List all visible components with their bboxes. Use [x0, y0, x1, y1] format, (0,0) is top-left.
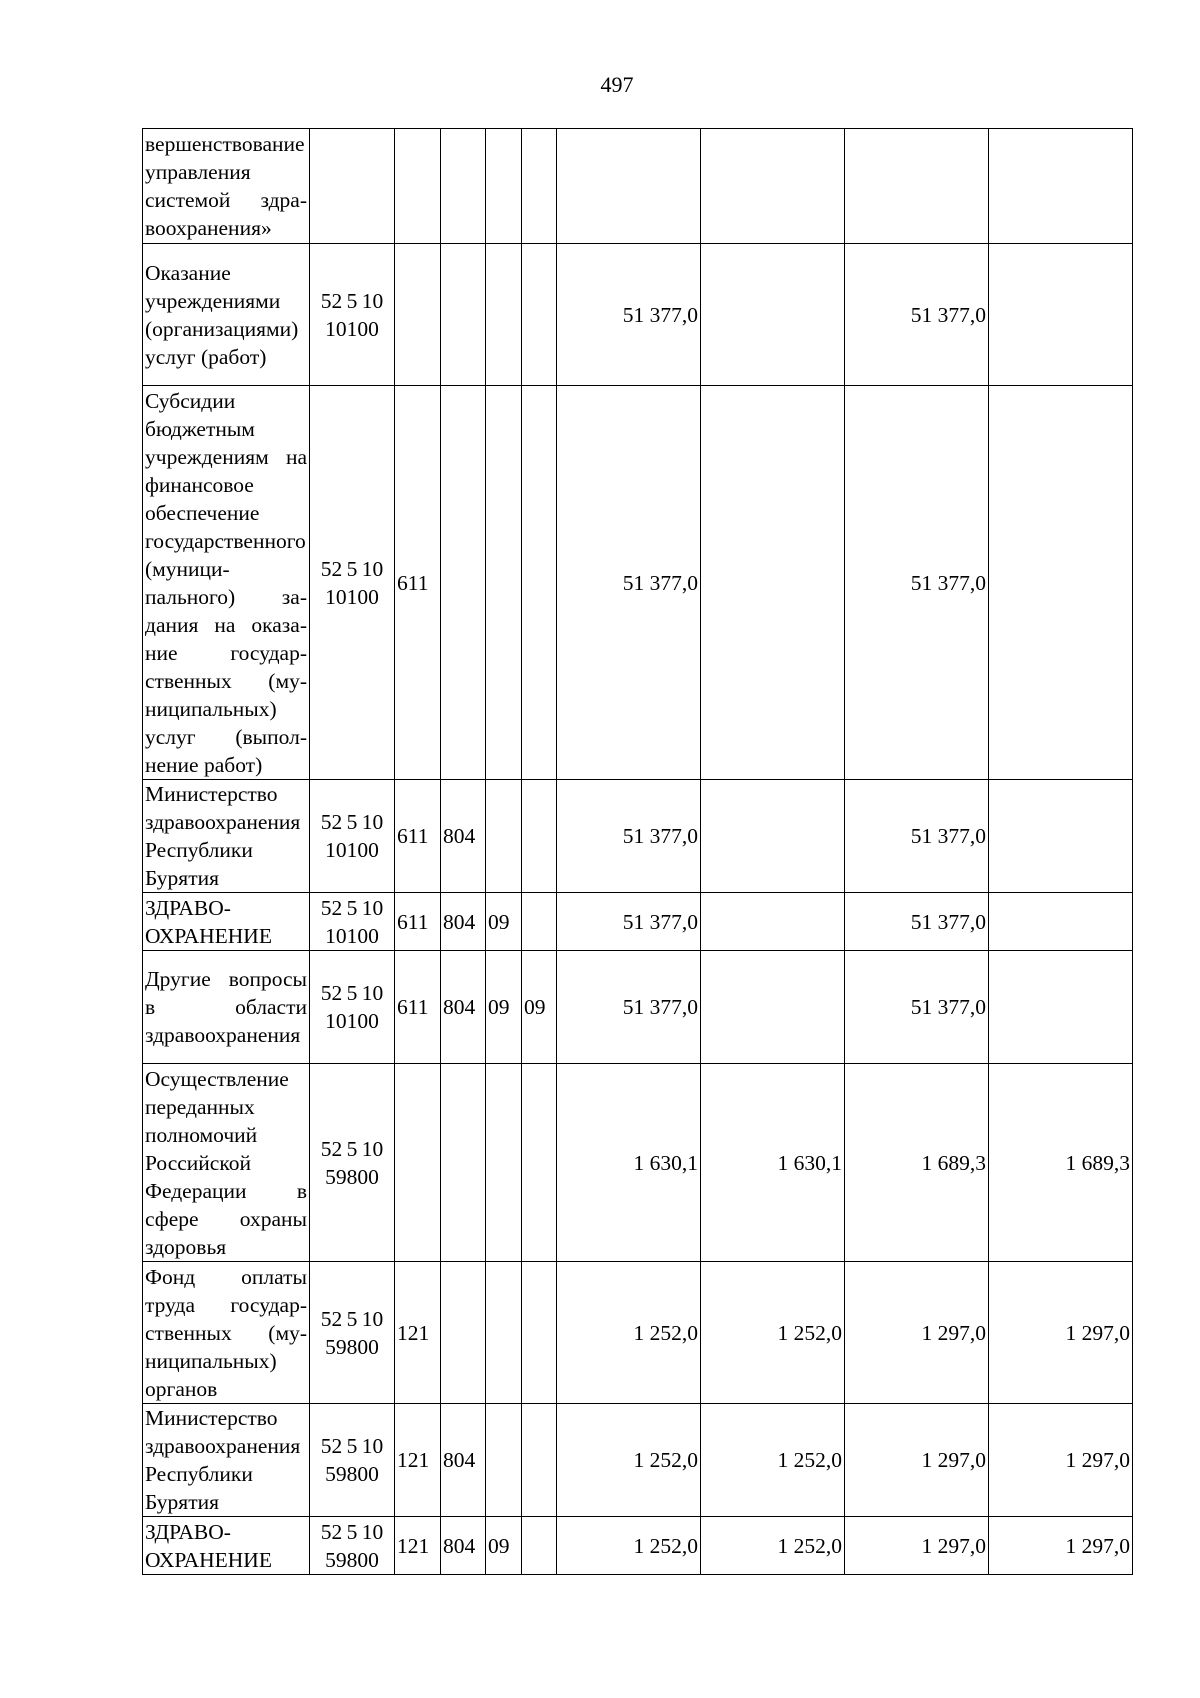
section-code-cell [486, 1064, 522, 1262]
amount-federal-cell [701, 129, 845, 244]
target-article-code-cell: 52 5 10 59800 [310, 1262, 395, 1404]
table-row [143, 129, 1133, 244]
table-row [143, 780, 1133, 893]
expense-type-cell: 611 [395, 386, 441, 780]
amount-cell: 51 377,0 [845, 244, 989, 386]
table-row [143, 1262, 1133, 1404]
amount-federal-cell [989, 386, 1133, 780]
expense-type-cell: 611 [395, 780, 441, 893]
amount-federal-cell [701, 780, 845, 893]
amount-federal-cell [989, 244, 1133, 386]
ministry-code-cell: 804 [441, 893, 486, 951]
expense-type-cell: 611 [395, 893, 441, 951]
row-name-cell: Другие вопросы в области здравоохранения [143, 951, 310, 1064]
expense-type-cell [395, 244, 441, 386]
amount-cell: 1 297,0 [845, 1517, 989, 1575]
amount-federal-cell [989, 951, 1133, 1064]
subsection-code-cell [522, 1262, 557, 1404]
amount-cell: 51 377,0 [557, 244, 701, 386]
amount-cell [845, 129, 989, 244]
row-name-cell: Министерство здравоохранения Республики Бурятия [143, 780, 310, 893]
subsection-code-cell: 09 [522, 951, 557, 1064]
amount-federal-cell: 1 689,3 [989, 1064, 1133, 1262]
amount-cell: 51 377,0 [845, 780, 989, 893]
amount-cell: 51 377,0 [845, 893, 989, 951]
ministry-code-cell [441, 244, 486, 386]
page-number: 497 [600, 72, 634, 97]
ministry-code-cell: 804 [441, 1404, 486, 1517]
ministry-code-cell: 804 [441, 951, 486, 1064]
row-name-cell: Оказание учреждениями (организациями) услуг (работ) [143, 244, 310, 386]
ministry-code-cell [441, 1262, 486, 1404]
amount-cell: 1 252,0 [557, 1517, 701, 1575]
amount-federal-cell [701, 244, 845, 386]
target-article-code-cell: 52 5 10 10100 [310, 951, 395, 1064]
target-article-code-cell: 52 5 10 10100 [310, 244, 395, 386]
target-article-code-cell [310, 129, 395, 244]
section-code-cell: 09 [486, 1517, 522, 1575]
subsection-code-cell [522, 1517, 557, 1575]
table-row [143, 1064, 1133, 1262]
amount-federal-cell [701, 951, 845, 1064]
ministry-code-cell: 804 [441, 1517, 486, 1575]
row-name-cell: Фонд оплаты труда государственных (муниципальных) органов [143, 1262, 310, 1404]
subsection-code-cell [522, 893, 557, 951]
subsection-code-cell [522, 1064, 557, 1262]
amount-cell: 1 252,0 [557, 1262, 701, 1404]
target-article-code-cell: 52 5 10 59800 [310, 1517, 395, 1575]
amount-cell: 1 689,3 [845, 1064, 989, 1262]
subsection-code-cell [522, 129, 557, 244]
amount-federal-cell: 1 252,0 [701, 1404, 845, 1517]
row-name-cell: ЗДРАВООХРАНЕНИЕ [143, 1517, 310, 1575]
amount-cell: 51 377,0 [557, 386, 701, 780]
section-code-cell [486, 386, 522, 780]
target-article-code-cell: 52 5 10 59800 [310, 1064, 395, 1262]
amount-cell: 1 297,0 [845, 1404, 989, 1517]
section-code-cell [486, 1262, 522, 1404]
amount-cell: 51 377,0 [557, 893, 701, 951]
amount-cell: 51 377,0 [845, 386, 989, 780]
table-row [143, 386, 1133, 780]
row-name-cell: ЗДРАВООХРАНЕНИЕ [143, 893, 310, 951]
amount-cell: 51 377,0 [557, 780, 701, 893]
expense-type-cell: 611 [395, 951, 441, 1064]
amount-federal-cell: 1 252,0 [701, 1517, 845, 1575]
section-code-cell: 09 [486, 951, 522, 1064]
amount-federal-cell: 1 297,0 [989, 1404, 1133, 1517]
table-row [143, 1404, 1133, 1517]
expense-type-cell [395, 1064, 441, 1262]
amount-federal-cell [701, 386, 845, 780]
amount-federal-cell [989, 129, 1133, 244]
section-code-cell: 09 [486, 893, 522, 951]
amount-federal-cell: 1 297,0 [989, 1262, 1133, 1404]
subsection-code-cell [522, 386, 557, 780]
subsection-code-cell [522, 780, 557, 893]
row-name-cell: вершенствование управления системой здравоохранения» [143, 129, 310, 244]
row-name-cell: Министерство здравоохранения Республики Бурятия [143, 1404, 310, 1517]
subsection-code-cell [522, 1404, 557, 1517]
amount-federal-cell: 1 297,0 [989, 1517, 1133, 1575]
ministry-code-cell: 804 [441, 780, 486, 893]
budget-table [142, 128, 1133, 1575]
target-article-code-cell: 52 5 10 10100 [310, 386, 395, 780]
row-name-cell: Субсидии бюджетным учреждениям на финансовое обеспечение государственного (муниципального) задания на оказание государственных (муниципальных) услуг (выполнение работ) [143, 386, 310, 780]
table-row [143, 244, 1133, 386]
subsection-code-cell [522, 244, 557, 386]
section-code-cell [486, 129, 522, 244]
amount-federal-cell [989, 893, 1133, 951]
amount-cell: 51 377,0 [845, 951, 989, 1064]
amount-federal-cell: 1 252,0 [701, 1262, 845, 1404]
expense-type-cell: 121 [395, 1262, 441, 1404]
amount-cell [557, 129, 701, 244]
amount-cell: 1 630,1 [557, 1064, 701, 1262]
section-code-cell [486, 780, 522, 893]
ministry-code-cell [441, 386, 486, 780]
amount-cell: 51 377,0 [557, 951, 701, 1064]
expense-type-cell [395, 129, 441, 244]
table-row [143, 893, 1133, 951]
expense-type-cell: 121 [395, 1517, 441, 1575]
amount-federal-cell [989, 780, 1133, 893]
section-code-cell [486, 1404, 522, 1517]
expense-type-cell: 121 [395, 1404, 441, 1517]
amount-cell: 1 252,0 [557, 1404, 701, 1517]
amount-federal-cell: 1 630,1 [701, 1064, 845, 1262]
target-article-code-cell: 52 5 10 10100 [310, 780, 395, 893]
target-article-code-cell: 52 5 10 59800 [310, 1404, 395, 1517]
ministry-code-cell [441, 1064, 486, 1262]
amount-cell: 1 297,0 [845, 1262, 989, 1404]
target-article-code-cell: 52 5 10 10100 [310, 893, 395, 951]
ministry-code-cell [441, 129, 486, 244]
table-row [143, 1517, 1133, 1575]
amount-federal-cell [701, 893, 845, 951]
table-row [143, 951, 1133, 1064]
row-name-cell: Осуществление переданных полномочий Российской Федерации в сфере охраны здоровья [143, 1064, 310, 1262]
section-code-cell [486, 244, 522, 386]
